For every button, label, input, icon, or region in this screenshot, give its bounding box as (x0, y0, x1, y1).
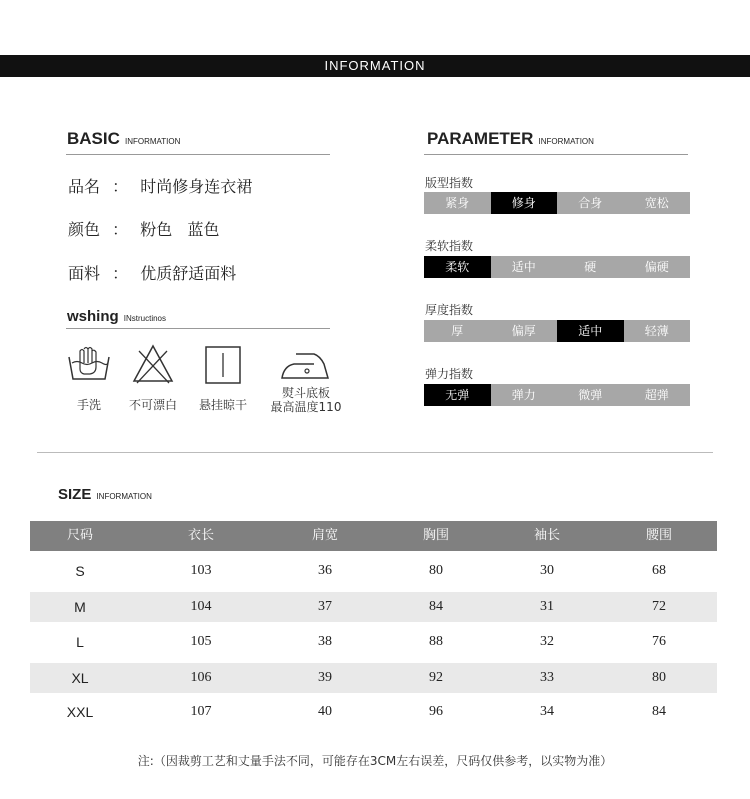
param-label-softness: 柔软指数 (425, 239, 474, 253)
param-option: 柔软 (424, 256, 491, 278)
param-option: 超弹 (644, 388, 669, 402)
size-cell: M (74, 599, 86, 615)
size-cell: 107 (190, 704, 212, 719)
parameter-divider (424, 154, 688, 155)
size-th: 衣长 (187, 528, 214, 543)
basic-heading (67, 129, 180, 149)
no-bleach-icon (131, 343, 175, 385)
basic-title: BASIC (67, 129, 120, 148)
size-cell: 84 (429, 599, 443, 614)
param-option: 偏厚 (511, 324, 536, 338)
size-cell: 68 (652, 563, 666, 578)
table-row-bg (30, 592, 717, 622)
size-th: 尺码 (66, 528, 93, 543)
param-option: 合身 (578, 196, 603, 210)
param-bar-elasticity (424, 384, 690, 406)
param-option: 轻薄 (644, 324, 669, 338)
size-th: 胸围 (422, 528, 449, 543)
hand-wash-icon (66, 343, 112, 385)
size-note: 注:（因裁剪工艺和丈量手法不同，可能存在3CM左右误差，尺码仅供参考，以实物为准） (137, 754, 613, 768)
size-cell: 34 (540, 704, 554, 719)
param-option: 无弹 (424, 384, 491, 406)
hang-dry-icon (204, 345, 242, 385)
size-cell: XL (71, 670, 89, 686)
param-label-elasticity: 弹力指数 (425, 367, 474, 381)
iron-label: 熨斗底板 (281, 386, 330, 400)
size-th: 袖长 (533, 528, 560, 543)
iron-label-temp: 最高温度110 (270, 400, 342, 414)
param-bar-thickness (424, 320, 690, 342)
info-label: 品名 (68, 177, 101, 196)
param-option: 适中 (557, 320, 624, 342)
size-cell: 84 (652, 704, 666, 719)
size-cell: 76 (652, 634, 666, 649)
washing-heading (67, 306, 166, 325)
washing-title: wshing (67, 308, 119, 325)
size-subtitle: INFORMATION (96, 492, 152, 501)
param-option: 厚 (451, 324, 464, 338)
size-cell: 104 (190, 599, 212, 614)
param-option: 紧身 (445, 196, 470, 210)
size-cell: 40 (318, 704, 332, 719)
param-bar-softness (424, 256, 690, 278)
parameter-subtitle: INFORMATION (538, 137, 594, 146)
size-cell: 33 (540, 670, 554, 685)
parameter-heading (427, 129, 594, 149)
size-cell: 80 (652, 670, 666, 685)
size-heading (58, 484, 152, 503)
basic-divider (66, 154, 330, 155)
section-divider (37, 452, 713, 453)
info-sep: ： (112, 264, 129, 283)
size-cell: 31 (540, 599, 554, 614)
param-option: 微弹 (578, 388, 603, 402)
info-value: 粉色 蓝色 (140, 220, 220, 239)
wash-label: 不可漂白 (128, 398, 177, 412)
info-row-name (68, 174, 252, 197)
size-cell: 36 (318, 563, 332, 578)
size-cell: 72 (652, 599, 666, 614)
info-row-color (68, 217, 219, 240)
param-label-fit: 版型指数 (425, 176, 474, 190)
wash-label: 悬挂晾干 (198, 398, 247, 412)
size-th: 腰围 (645, 528, 672, 543)
washing-divider (66, 328, 330, 329)
size-cell: L (76, 634, 84, 650)
param-option: 偏硬 (644, 260, 669, 274)
size-cell: XXL (66, 704, 94, 720)
size-cell: 103 (190, 563, 212, 578)
size-cell: 96 (429, 704, 443, 719)
info-value: 时尚修身连衣裙 (140, 177, 253, 196)
table-row-bg (30, 663, 717, 693)
size-cell: 106 (190, 670, 212, 685)
size-th: 肩宽 (311, 528, 338, 543)
param-option: 适中 (511, 260, 536, 274)
size-table-header (30, 521, 717, 551)
param-label-thickness: 厚度指数 (425, 303, 474, 317)
info-sep: ： (112, 220, 129, 239)
info-row-fabric (68, 261, 236, 284)
info-label: 颜色 (68, 220, 101, 239)
param-option: 宽松 (644, 196, 669, 210)
info-label: 面料 (68, 264, 101, 283)
size-cell: 92 (429, 670, 443, 685)
size-title: SIZE (58, 486, 92, 503)
washing-subtitle: INstructinos (123, 314, 166, 323)
iron-icon (280, 350, 330, 382)
info-value: 优质舒适面料 (140, 264, 237, 283)
param-option: 弹力 (511, 388, 536, 402)
header-title: INFORMATION (324, 58, 426, 73)
size-cell: 88 (429, 634, 443, 649)
info-sep: ： (112, 177, 129, 196)
size-cell: 39 (318, 670, 332, 685)
size-cell: 37 (318, 599, 332, 614)
size-cell: S (75, 563, 85, 579)
wash-label: 手洗 (76, 398, 101, 412)
param-option: 硬 (584, 260, 597, 274)
param-option: 修身 (491, 192, 558, 214)
size-cell: 80 (429, 563, 443, 578)
size-cell: 32 (540, 634, 554, 649)
size-cell: 30 (540, 563, 554, 578)
param-bar-fit (424, 192, 690, 214)
parameter-title: PARAMETER (427, 129, 534, 148)
size-cell: 105 (190, 634, 212, 649)
size-cell: 38 (318, 634, 332, 649)
basic-subtitle: INFORMATION (125, 137, 181, 146)
